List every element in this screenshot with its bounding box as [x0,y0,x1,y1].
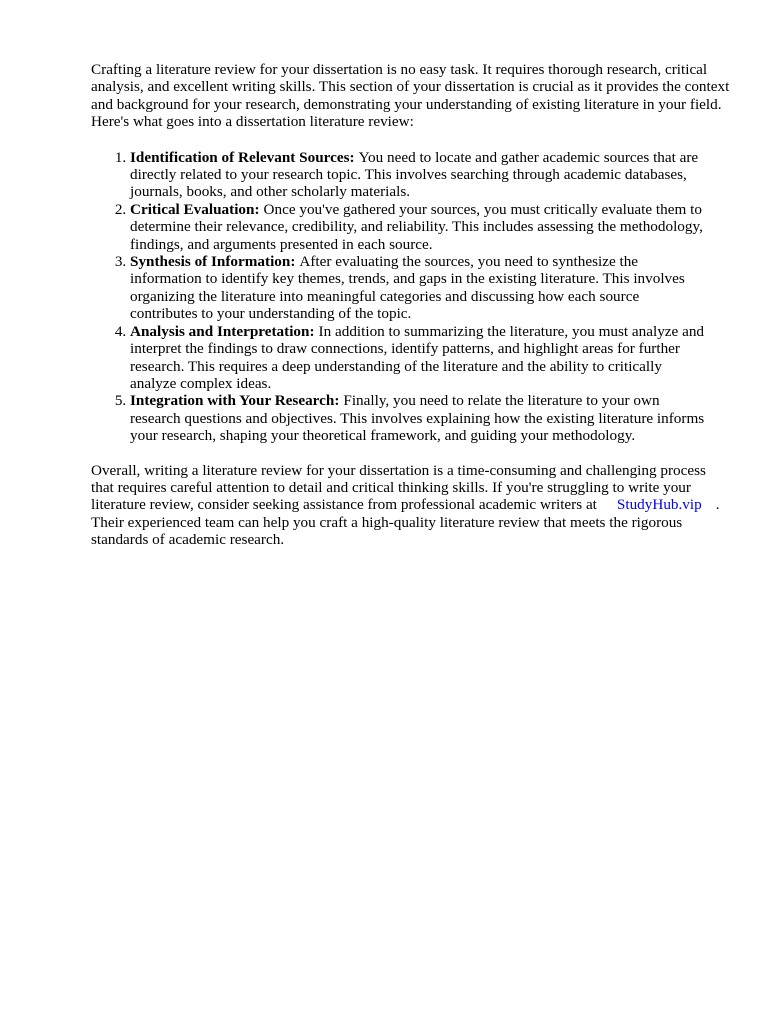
studyhub-link[interactable]: StudyHub.vip [616,496,702,514]
intro-paragraph: Crafting a literature review for your dissertation is no easy task. It requires thorough research, critical analysis, and excellent writing skills. This section of your dissertation is crucial as it provides the context and background for your research, demonstrating your understanding of existing literature in your field. Here's what goes into a dissertation literature review: [91,61,730,131]
list-item-4 [130,323,710,393]
conclusion-paragraph [91,462,731,549]
list-item-3 [130,253,710,323]
conclusion-text-after-link: . Their experienced team can help you craft a high-quality literature review that meets the rigorous standards of academic research. [91,496,720,549]
list-item-2 [130,201,710,253]
list-item-text: Once you've gathered your sources, you must critically evaluate them to determine their relevance, credibility, and reliability. This includes assessing the methodology, findings, and arguments presented in each source. [130,200,703,253]
document-body [91,61,731,549]
list-item-title: Integration with Your Research: [130,392,340,410]
list-item-title: Analysis and Interpretation: [130,322,315,340]
list-item-title: Identification of Relevant Sources: [130,148,355,166]
list-item-title: Critical Evaluation: [130,200,260,218]
list-item-text: You need to locate and gather academic sources that are directly related to your research topic. This involves searching through academic databases, journals, books, and other scholarly materials. [130,148,699,201]
literature-review-steps-list [91,149,710,445]
list-item-text: Finally, you need to relate the literature to your own research questions and objectives. This involves explaining how the existing literature informs your research, shaping your theoretical framework, and guiding your methodology. [130,392,705,445]
list-item-5 [130,392,710,444]
list-item-1 [130,149,710,201]
list-item-title: Synthesis of Information: [130,253,296,271]
list-item-text: In addition to summarizing the literature, you must analyze and interpret the findings to draw connections, identify patterns, and highlight areas for further research. This requires a deep understanding of the literature and the ability to critically analyze complex ideas. [130,322,705,392]
conclusion-text: Overall, writing a literature review for your dissertation is a time-consuming and challenging process that requires careful attention to detail and critical thinking skills. If you're struggling to write your literature review, consider seeking assistance from professional academic writers at [91,461,706,514]
list-item-text: After evaluating the sources, you need to synthesize the information to identify key themes, trends, and gaps in the existing literature. This involves organizing the literature into meaningful categories and discussing how each source contributes to your understanding of the topic. [130,253,685,323]
